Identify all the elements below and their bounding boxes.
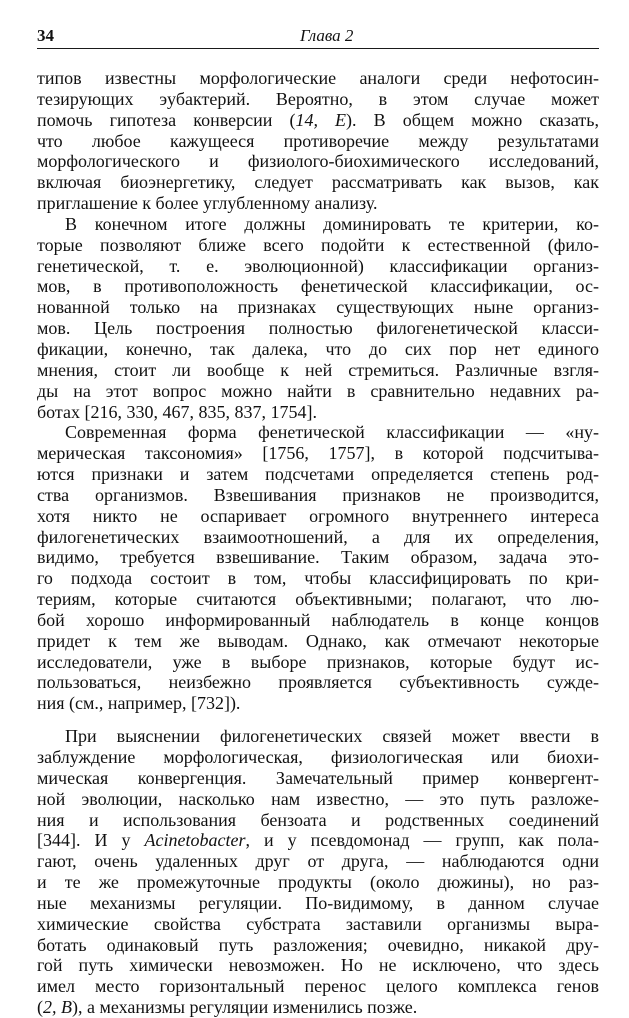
text-line: филогенетических взаимоотношений, а для их определения,	[37, 526, 599, 547]
text-line: тезирующих эубактерий. Вероятно, в этом случае может	[37, 88, 599, 109]
text-line: мов. Цель построения полностью филогенетической класси-	[37, 318, 599, 339]
text-line: химические свойства субстрата заставили организмы выра-	[37, 913, 599, 934]
text-line: мическая конвергенция. Замечательный пример конвергент-	[37, 767, 599, 788]
text-line: типов известны морфологические аналоги среди нефотосин-	[37, 68, 599, 88]
text-line: генетической, т. е. эволюционной) классификации организ-	[37, 255, 599, 276]
text-line: мерическая таксономия» [1756, 1757], в которой подсчитыва-	[37, 443, 599, 464]
text-line: морфологического и физиолого-биохимического исследований,	[37, 151, 599, 172]
text-line: бой хорошо информированный наблюдатель в конце концов	[37, 609, 599, 630]
text-line: ботать одинаковый путь разложения; очевидно, никакой дру-	[37, 934, 599, 955]
text-line: (2, B), а механизмы регуляции изменились позже.	[37, 997, 418, 1018]
text-line: приглашение к более углубленному анализу.	[37, 193, 378, 214]
text-line: торые позволяют ближе всего подойти к естественной (фило-	[37, 234, 599, 255]
italic-term: 2, B	[43, 997, 72, 1018]
italic-term: 14, E	[295, 109, 347, 130]
page-number: 34	[37, 26, 54, 45]
text-line: ной эволюции, насколько нам известно, — это путь разложе-	[37, 788, 599, 809]
text-line: хотя никто не оспаривает огромного внутреннего интереса	[37, 505, 599, 526]
paragraph-3	[37, 422, 599, 714]
text-line: мнения, стоит ли вообще к ней стремиться. Различные взгля-	[37, 359, 599, 380]
text-line: Современная форма фенетической классификации — «ну-	[65, 422, 599, 443]
text-line: придет к тем же выводам. Однако, как отмечают некоторые	[37, 630, 599, 651]
text-line: ния и использования бензоата и родственных соединений	[37, 809, 599, 830]
paragraph-1	[37, 68, 599, 214]
text-line: заблуждение морфологическая, физиологическая или биохи-	[37, 747, 599, 767]
text-line: пользоваться, неизбежно проявляется субъективность сужде-	[37, 672, 599, 693]
text-line: включая биоэнергетику, следует рассматривать как вызов, как	[37, 172, 599, 193]
text-line: имел место горизонтальный перенос целого комплекса генов	[37, 976, 599, 997]
text-line: ства организмов. Взвешивания признаков не производится,	[37, 484, 599, 505]
chapter-title: Глава 2	[300, 26, 354, 45]
text-line: гой путь химически невозможен. Но не исключено, что здесь	[37, 955, 599, 976]
text-line: го подхода состоит в том, чтобы классифицировать по кри-	[37, 568, 599, 589]
text-line: ются признаки и затем подсчетами определяется степень род-	[37, 464, 599, 485]
text-line: [344]. И у Acinetobacter, и у псевдомонад — групп, как пола-	[37, 830, 599, 851]
text-line: помочь гипотеза конверсии (14, E). В общем можно сказать,	[37, 109, 599, 130]
paragraph-4	[37, 726, 599, 1018]
text-line: видимо, требуется взвешивание. Таким образом, задача это-	[37, 547, 599, 568]
text-line: ды на этот вопрос можно найти в сравнительно недавних ра-	[37, 380, 599, 401]
text-line: ния (см., например, [732]).	[37, 693, 241, 714]
paragraph-gap	[37, 714, 599, 726]
text-line: териям, которые считаются объективными; полагают, что лю-	[37, 589, 599, 610]
text-line: фикации, конечно, так далека, что до сих пор нет единого	[37, 338, 599, 359]
text-line: В конечном итоге должны доминировать те критерии, ко-	[65, 213, 599, 234]
body-text	[37, 68, 599, 1018]
text-line: мов, в противоположность фенетической классификации, ос-	[37, 276, 599, 297]
book-page	[37, 24, 599, 1018]
text-line: гают, очень удаленных друг от друга, — наблюдаются одни	[37, 851, 599, 872]
text-line: нованной только на признаках существующих ныне организ-	[37, 297, 599, 318]
running-head	[37, 24, 599, 48]
paragraph-2	[37, 214, 599, 422]
text-line: и те же промежуточные продукты (около дюжины), но раз-	[37, 872, 599, 893]
header-rule	[37, 48, 599, 49]
text-line: что любое кажущееся противоречие между результатами	[37, 130, 599, 151]
italic-term: Acinetobacter	[144, 830, 246, 851]
text-line: ные механизмы регуляции. По-видимому, в данном случае	[37, 892, 599, 913]
text-line: ботах [216, 330, 467, 835, 837, 1754].	[37, 401, 317, 422]
text-line: При выяснении филогенетических связей может ввести в	[65, 726, 599, 747]
text-line: исследователи, уже в выборе признаков, которые будут ис-	[37, 651, 599, 672]
